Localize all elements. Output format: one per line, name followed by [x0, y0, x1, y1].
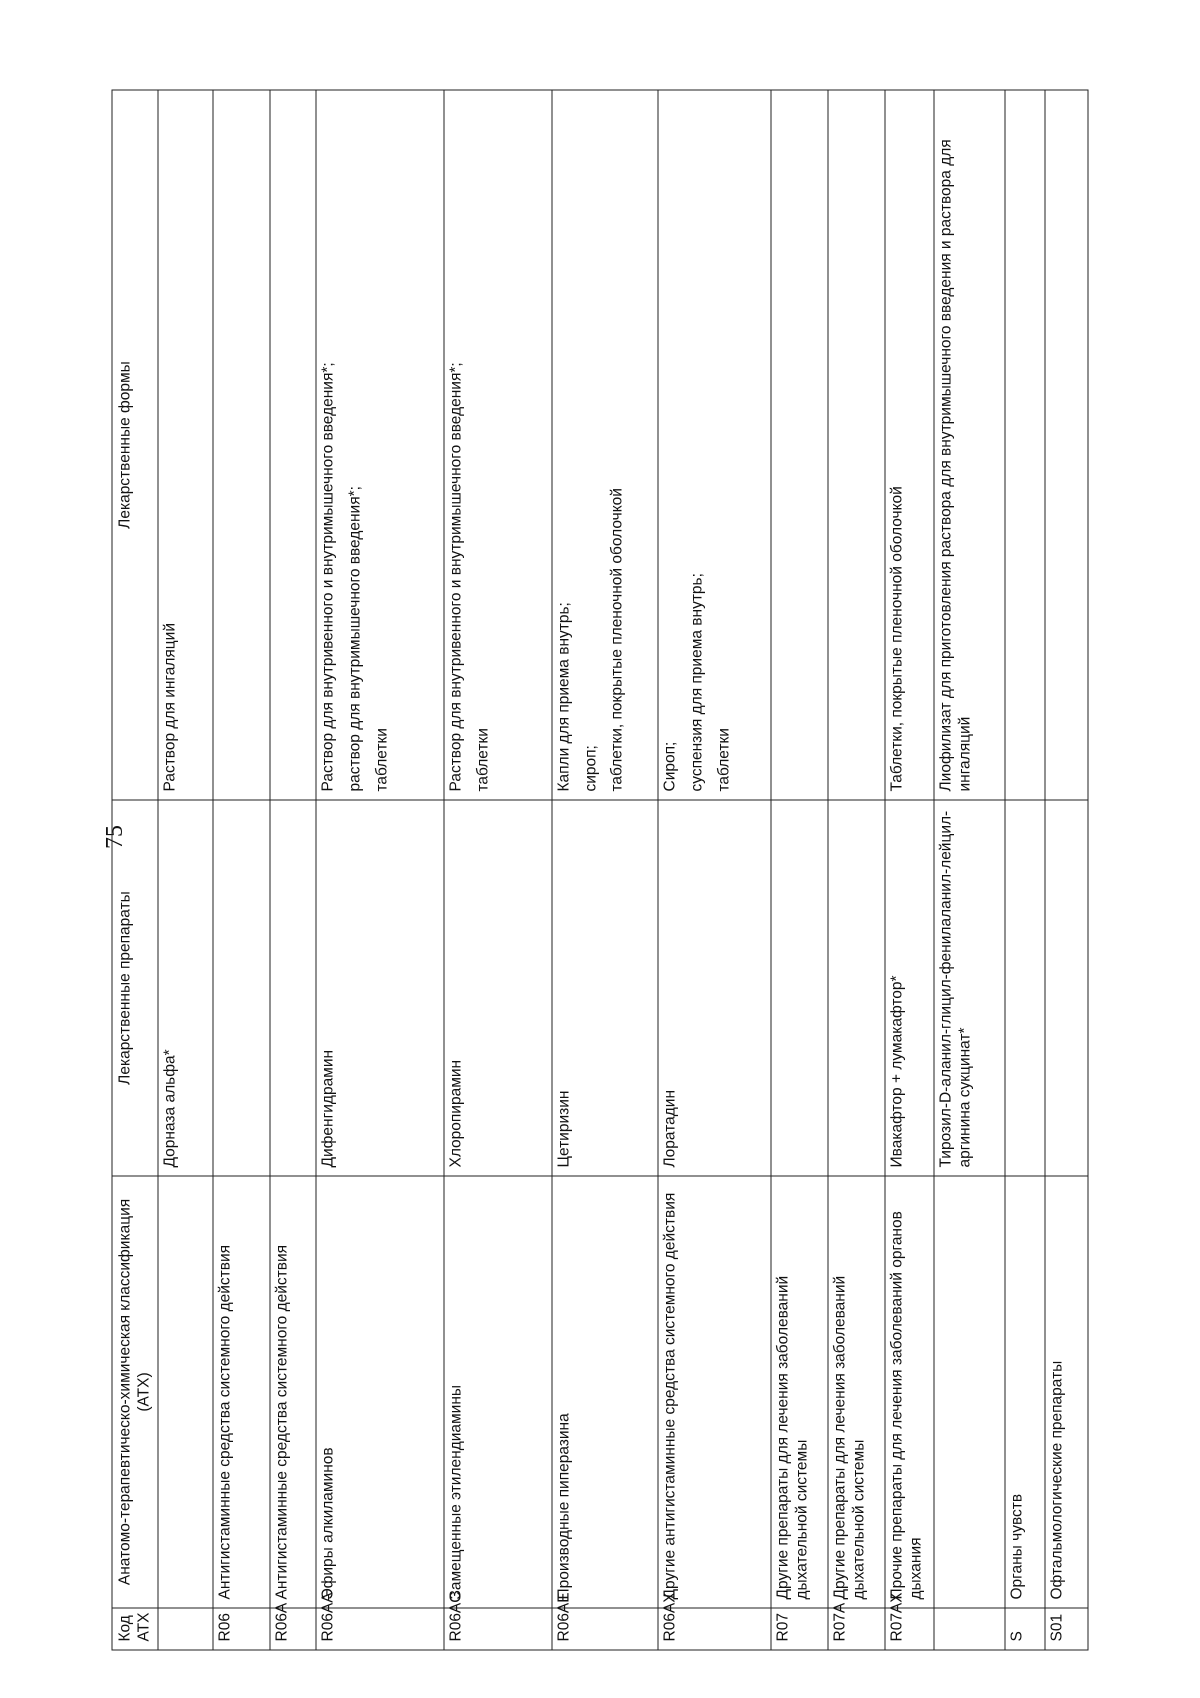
dosage-form: таблетки, покрытые пленочной оболочкой: [608, 487, 626, 791]
cell-forms: [316, 90, 444, 800]
cell-code: R06: [213, 1608, 270, 1650]
cell-forms: [771, 90, 828, 800]
table-row: [158, 90, 213, 1650]
cell-code: R07AX: [885, 1608, 934, 1650]
cell-forms: [1045, 90, 1088, 800]
table-row: [771, 90, 828, 1650]
cell-code: R06AX: [658, 1608, 771, 1650]
cell-forms: [658, 90, 771, 800]
dosage-form: таблетки: [373, 727, 391, 791]
dosage-form: сироп;: [582, 744, 600, 791]
cell-atc: [158, 1176, 213, 1608]
table-row: [444, 90, 552, 1650]
table-header-row: [112, 90, 158, 1650]
cell-atc: Производные пиперазина: [552, 1176, 658, 1608]
table-row: [552, 90, 658, 1650]
cell-code: S: [1005, 1608, 1046, 1650]
cell-drug: Лоратадин: [658, 800, 771, 1176]
cell-forms: [1005, 90, 1046, 800]
cell-drug: [828, 800, 885, 1176]
cell-drug: Хлоропирамин: [444, 800, 552, 1176]
cell-atc: Другие антигистаминные средства системного действия: [658, 1176, 771, 1608]
cell-code: R07: [771, 1608, 828, 1650]
header-forms: Лекарственные формы: [112, 90, 158, 800]
cell-forms: [213, 90, 270, 800]
cell-atc: [934, 1176, 1004, 1608]
cell-atc: Органы чувств: [1005, 1176, 1046, 1608]
cell-atc: Офтальмологические препараты: [1045, 1176, 1088, 1608]
cell-forms: [158, 90, 213, 800]
cell-atc: Замещенные этилендиамины: [444, 1176, 552, 1608]
header-atc: Анатомо-терапевтическо-химическая классификация (АТХ): [112, 1176, 158, 1608]
dosage-form: таблетки: [715, 727, 733, 791]
cell-code: S01: [1045, 1608, 1088, 1650]
table-row: [213, 90, 270, 1650]
dosage-form: Лиофилизат для приготовления раствора для внутримышечного введения и раствора для ингаляций: [937, 138, 974, 791]
cell-drug: [270, 800, 316, 1176]
cell-code: R06AE: [552, 1608, 658, 1650]
table-row: [828, 90, 885, 1650]
cell-drug: [213, 800, 270, 1176]
cell-code: [934, 1608, 1004, 1650]
cell-drug: Ивакафтор + лумакафтор*: [885, 800, 934, 1176]
cell-code: R06A: [270, 1608, 316, 1650]
table-row: [270, 90, 316, 1650]
cell-atc: Антигистаминные средства системного действия: [270, 1176, 316, 1608]
table-rotated-container: [112, 90, 1089, 1650]
cell-drug: [771, 800, 828, 1176]
dosage-form: Раствор для внутривенного и внутримышечного введения*;: [447, 361, 465, 791]
dosage-form: суспензия для приема внутрь;: [688, 572, 706, 791]
cell-code: [158, 1608, 213, 1650]
header-code: Код АТХ: [112, 1608, 158, 1650]
table-row: [316, 90, 444, 1650]
cell-forms: [828, 90, 885, 800]
table-row: [885, 90, 934, 1650]
cell-drug: [1045, 800, 1088, 1176]
cell-atc: Другие препараты для лечения заболеваний дыхательной системы: [828, 1176, 885, 1608]
cell-code: R07A: [828, 1608, 885, 1650]
table-row: [658, 90, 771, 1650]
cell-atc: Прочие препараты для лечения заболеваний органов дыхания: [885, 1176, 934, 1608]
cell-drug: [1005, 800, 1046, 1176]
table-row: [1005, 90, 1046, 1650]
dosage-form: Капли для приема внутрь;: [555, 601, 573, 791]
header-drug: Лекарственные препараты: [112, 800, 158, 1176]
cell-drug: Дифенгидрамин: [316, 800, 444, 1176]
table-row: [1045, 90, 1088, 1650]
dosage-form: Таблетки, покрытые пленочной оболочкой: [888, 485, 906, 791]
page-number: 75: [102, 825, 128, 849]
cell-forms: [444, 90, 552, 800]
cell-code: R06AC: [444, 1608, 552, 1650]
cell-drug: Тирозил-D-аланил-глицил-фенилаланил-лейцил-аргинина сукцинат*: [934, 800, 1004, 1176]
dosage-form: таблетки: [474, 727, 492, 791]
cell-drug: Дорназа альфа*: [158, 800, 213, 1176]
dosage-form: раствор для внутримышечного введения*;: [346, 485, 364, 791]
cell-forms: [885, 90, 934, 800]
dosage-form: Раствор для ингаляций: [161, 622, 179, 791]
cell-atc: Эфиры алкиламинов: [316, 1176, 444, 1608]
dosage-form: Раствор для внутривенного и внутримышечного введения*;: [319, 361, 337, 791]
cell-atc: Антигистаминные средства системного действия: [213, 1176, 270, 1608]
cell-forms: [934, 90, 1004, 800]
cell-forms: [270, 90, 316, 800]
cell-code: R06AA: [316, 1608, 444, 1650]
dosage-form: Сироп;: [661, 741, 679, 791]
cell-forms: [552, 90, 658, 800]
cell-drug: Цетиризин: [552, 800, 658, 1176]
cell-atc: Другие препараты для лечения заболеваний дыхательной системы: [771, 1176, 828, 1608]
drug-table: [112, 89, 1089, 1650]
table-row: [934, 90, 1004, 1650]
